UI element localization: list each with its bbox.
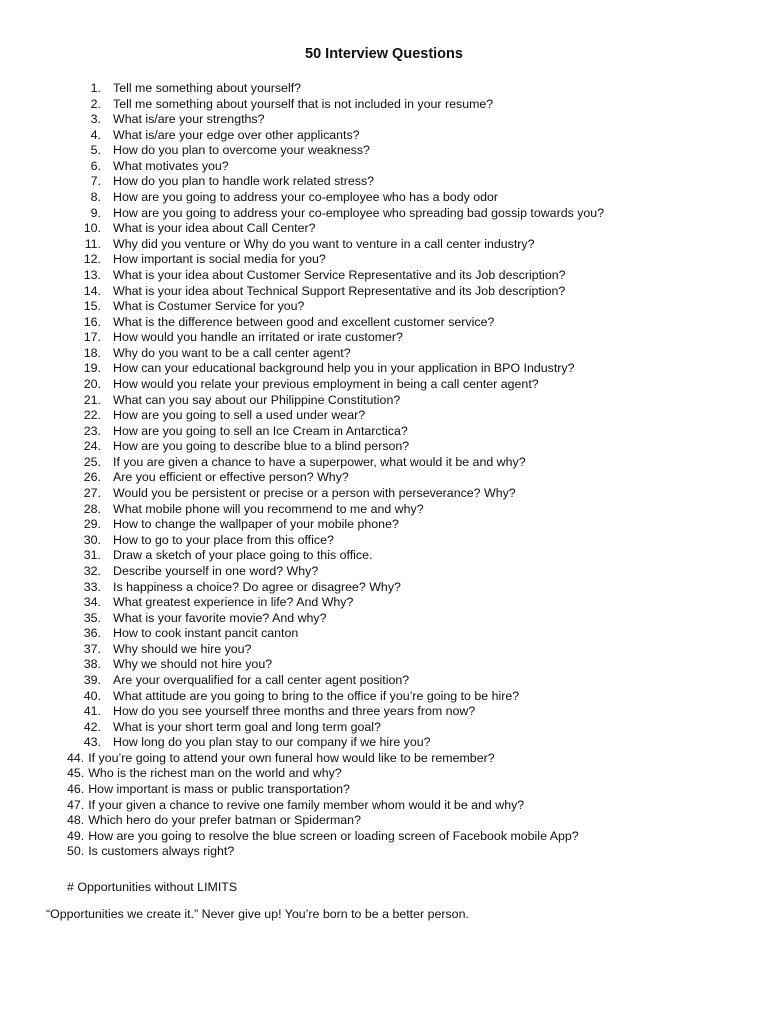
question-text: How are you going to sell a used under wear? (113, 408, 366, 423)
question-text: What is your short term goal and long term goal? (113, 719, 381, 734)
question-number: 45. (67, 766, 85, 781)
question-number: 38. (83, 657, 101, 672)
question-number: 27. (83, 486, 101, 501)
question-number: 19. (83, 361, 101, 376)
question-number: 4. (90, 127, 101, 142)
question-text: How important is social media for you? (113, 252, 326, 267)
question-item (0, 798, 768, 814)
question-number: 26. (83, 470, 101, 485)
question-number: 39. (83, 672, 101, 687)
question-number: 49. (67, 828, 85, 843)
question-number: 25. (83, 454, 101, 469)
question-number: 31. (83, 548, 101, 563)
question-item (0, 268, 768, 284)
question-number: 2. (90, 96, 101, 111)
question-text: How are you going to sell an Ice Cream in Antarctica? (113, 423, 408, 438)
question-text: Would you be persistent or precise or a person with perseverance? Why? (113, 486, 516, 501)
question-text: Why we should not hire you? (113, 657, 273, 672)
document-title: 50 Interview Questions (305, 46, 463, 62)
question-item (0, 112, 768, 128)
question-item (0, 284, 768, 300)
question-item (0, 564, 768, 580)
question-item (0, 486, 768, 502)
question-text: How do you see yourself three months and three years from now? (113, 704, 476, 719)
question-item (0, 97, 768, 113)
question-number: 37. (83, 641, 101, 656)
question-list (0, 81, 768, 860)
question-item (0, 455, 768, 471)
question-text: Describe yourself in one word? Why? (113, 563, 319, 578)
question-text: What motivates you? (113, 158, 229, 173)
question-item (0, 704, 768, 720)
question-number: 3. (90, 112, 101, 127)
question-item (0, 751, 768, 767)
question-number: 6. (90, 158, 101, 173)
question-item (0, 782, 768, 798)
question-item (0, 626, 768, 642)
question-text: Who is the richest man on the world and why? (88, 766, 342, 781)
question-text: Is customers always right? (88, 844, 235, 859)
question-item (0, 611, 768, 627)
question-item (0, 844, 768, 860)
question-text: How are you going to address your co-employee who spreading bad gossip towards you? (113, 205, 605, 220)
question-item (0, 689, 768, 705)
question-item (0, 346, 768, 362)
question-item (0, 393, 768, 409)
question-item (0, 470, 768, 486)
question-text: What is the difference between good and excellent customer service? (113, 314, 495, 329)
question-number: 34. (83, 595, 101, 610)
question-text: What attitude are you going to bring to the office if you’re going to be hire? (113, 688, 520, 703)
question-text: If you’re going to attend your own funeral how would like to be remember? (88, 750, 495, 765)
question-text: Are you efficient or effective person? Why? (113, 470, 349, 485)
question-text: What is/are your edge over other applicants? (113, 127, 360, 142)
question-item (0, 221, 768, 237)
question-text: Tell me something about yourself? (113, 81, 302, 95)
question-item (0, 548, 768, 564)
question-item (0, 252, 768, 268)
question-number: 42. (83, 719, 101, 734)
question-number: 10. (83, 221, 101, 236)
question-text: Why should we hire you? (113, 641, 252, 656)
question-text: What mobile phone will you recommend to me and why? (113, 501, 424, 516)
question-item (0, 829, 768, 845)
question-item (0, 206, 768, 222)
question-item (0, 502, 768, 518)
question-text: How do you plan to overcome your weakness? (113, 143, 370, 158)
question-number: 8. (90, 190, 101, 205)
question-number: 28. (83, 501, 101, 516)
question-text: If your given a chance to revive one family member whom would it be and why? (88, 797, 525, 812)
question-number: 20. (83, 376, 101, 391)
question-text: How to go to your place from this office? (113, 532, 334, 547)
question-item (0, 377, 768, 393)
question-number: 1. (90, 81, 101, 95)
question-text: How are you going to address your co-employee who has a body odor (113, 190, 499, 205)
question-item (0, 299, 768, 315)
question-number: 44. (67, 750, 85, 765)
question-number: 43. (83, 735, 101, 750)
question-item (0, 642, 768, 658)
question-text: Are your overqualified for a call center agent position? (113, 672, 410, 687)
question-number: 48. (67, 813, 85, 828)
question-item (0, 237, 768, 253)
question-text: Draw a sketch of your place going to this office. (113, 548, 373, 563)
question-number: 12. (83, 252, 101, 267)
question-number: 11. (84, 236, 101, 251)
question-number: 7. (90, 174, 101, 189)
question-number: 24. (83, 439, 101, 454)
question-number: 23. (83, 423, 101, 438)
question-number: 36. (83, 626, 101, 641)
question-number: 14. (83, 283, 101, 298)
question-text: How are you going to resolve the blue screen or loading screen of Facebook mobile App? (88, 828, 579, 843)
closing-quote: “Opportunities we create it.” Never give up! You’re born to be a better person. (46, 907, 469, 921)
question-text: How would you relate your previous employment in being a call center agent? (113, 376, 539, 391)
question-number: 46. (67, 782, 85, 797)
question-text: How important is mass or public transportation? (88, 782, 350, 797)
question-item (0, 330, 768, 346)
question-text: If you are given a chance to have a superpower, what would it be and why? (113, 454, 526, 469)
question-text: What is Costumer Service for you? (113, 299, 305, 314)
hashtag-line: # Opportunities without LIMITS (67, 880, 238, 894)
question-number: 33. (83, 579, 101, 594)
question-item (0, 657, 768, 673)
question-number: 47. (67, 797, 85, 812)
question-item (0, 720, 768, 736)
question-item (0, 361, 768, 377)
question-text: What greatest experience in life? And Why? (113, 595, 354, 610)
question-number: 15. (83, 299, 101, 314)
question-item (0, 533, 768, 549)
question-number: 40. (83, 688, 101, 703)
question-item (0, 517, 768, 533)
question-text: How can your educational background help you in your application in BPO Industry? (113, 361, 575, 376)
question-text: Is happiness a choice? Do agree or disagree? Why? (113, 579, 401, 594)
question-text: What is your idea about Call Center? (113, 221, 316, 236)
question-item (0, 159, 768, 175)
question-text: What can you say about our Philippine Constitution? (113, 392, 401, 407)
question-number: 13. (83, 267, 101, 282)
question-item (0, 143, 768, 159)
question-number: 30. (83, 532, 101, 547)
question-item (0, 174, 768, 190)
question-number: 16. (83, 314, 101, 329)
question-text: How are you going to describe blue to a blind person? (113, 439, 410, 454)
question-number: 9. (90, 205, 101, 220)
question-item (0, 813, 768, 829)
question-item (0, 424, 768, 440)
question-text: How to cook instant pancit canton (113, 626, 299, 641)
question-number: 41. (83, 704, 101, 719)
question-number: 32. (83, 563, 101, 578)
question-item (0, 408, 768, 424)
question-number: 50. (67, 844, 85, 859)
question-text: How to change the wallpaper of your mobile phone? (113, 517, 399, 532)
question-item (0, 735, 768, 751)
question-item (0, 81, 768, 97)
question-text: What is your favorite movie? And why? (113, 610, 327, 625)
question-item (0, 315, 768, 331)
question-text: Why do you want to be a call center agent? (113, 345, 351, 360)
question-text: Tell me something about yourself that is not included in your resume? (113, 96, 494, 111)
question-item (0, 766, 768, 782)
question-item (0, 580, 768, 596)
question-number: 35. (83, 610, 101, 625)
question-number: 17. (83, 330, 101, 345)
question-number: 22. (83, 408, 101, 423)
question-text: Which hero do your prefer batman or Spiderman? (88, 813, 361, 828)
question-number: 5. (90, 143, 101, 158)
question-text: Why did you venture or Why do you want to venture in a call center industry? (113, 236, 535, 251)
question-text: What is your idea about Customer Service Representative and its Job description? (113, 267, 566, 282)
question-text: How long do you plan stay to our company if we hire you? (113, 735, 431, 750)
question-number: 18. (83, 345, 101, 360)
question-item (0, 595, 768, 611)
question-number: 29. (83, 517, 101, 532)
question-number: 21. (83, 392, 101, 407)
question-item (0, 190, 768, 206)
question-text: How do you plan to handle work related stress? (113, 174, 375, 189)
question-item (0, 128, 768, 144)
question-item (0, 439, 768, 455)
question-text: What is your idea about Technical Support Representative and its Job description? (113, 283, 566, 298)
question-item (0, 673, 768, 689)
question-text: How would you handle an irritated or irate customer? (113, 330, 403, 345)
question-text: What is/are your strengths? (113, 112, 265, 127)
